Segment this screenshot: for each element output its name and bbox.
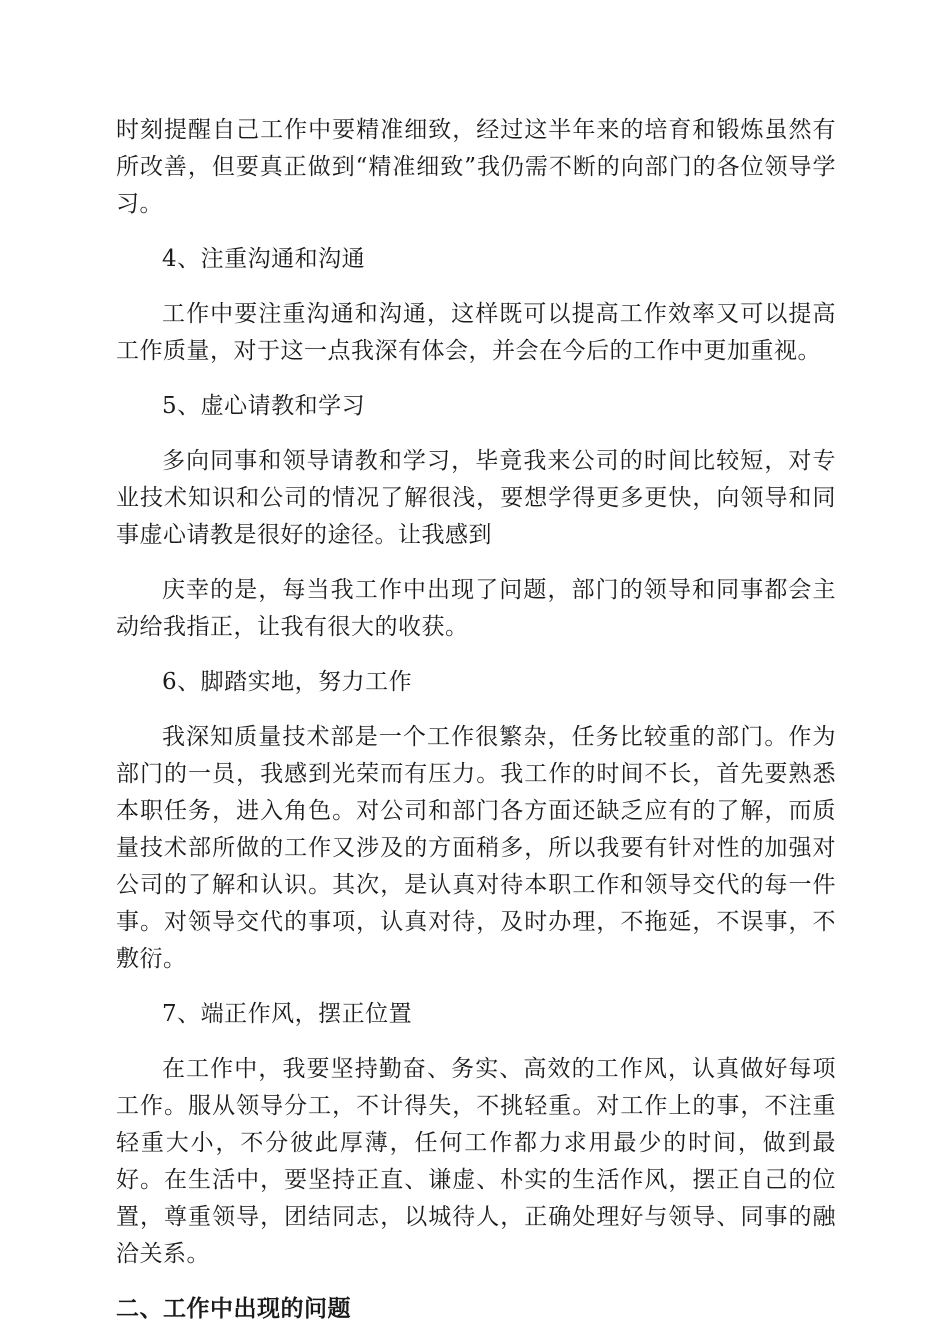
heading-diligence: 6、脚踏实地，努力工作 [162, 669, 413, 695]
paragraph-precision: 时刻提醒自己工作中要精准细致，经过这半年来的培育和锻炼虽然有所改善，但要真正做到“精准细致”我仍需不断的向部门的各位领导学习。 [116, 117, 836, 217]
heading-communication: 4、注重沟通和沟通 [162, 246, 366, 272]
document-page [116, 112, 836, 1328]
paragraph-diligence: 我深知质量技术部是一个工作很繁杂，任务比较重的部门。作为部门的一员，我感到光荣而有压力。我工作的时间不长，首先要熟悉本职任务，进入角色。对公司和部门各方面还缺乏应有的了解，而质量技术部所做的工作又涉及的方面稍多，所以我要有针对性的加强对公司的了解和认识。其次，是认真对待本职工作和领导交代的每一件事。对领导交代的事项，认真对待，及时办理，不拖延，不误事，不敷衍。 [116, 724, 836, 972]
paragraph-fortunate: 庆幸的是，每当我工作中出现了问题，部门的领导和同事都会主动给我指正，让我有很大的收获。 [116, 577, 836, 640]
heading-learning: 5、虚心请教和学习 [162, 393, 366, 419]
heading-attitude: 7、端正作风，摆正位置 [162, 1001, 413, 1027]
paragraph-learning: 多向同事和领导请教和学习，毕竟我来公司的时间比较短，对专业技术知识和公司的情况了解很浅，要想学得更多更快，向领导和同事虚心请教是很好的途径。让我感到 [116, 448, 836, 548]
section-title-problems: 二、工作中出现的问题 [116, 1296, 351, 1322]
paragraph-attitude: 在工作中，我要坚持勤奋、务实、高效的工作风，认真做好每项工作。服从领导分工，不计得失，不挑轻重。对工作上的事，不注重轻重大小，不分彼此厚薄，任何工作都力求用最少的时间，做到最好。在生活中，要坚持正直、谦虚、朴实的生活作风，摆正自己的位置，尊重领导，团结同志，以城待人，正确处理好与领导、同事的融洽关系。 [116, 1056, 836, 1267]
paragraph-communication: 工作中要注重沟通和沟通，这样既可以提高工作效率又可以提高工作质量，对于这一点我深有体会，并会在今后的工作中更加重视。 [116, 301, 836, 364]
